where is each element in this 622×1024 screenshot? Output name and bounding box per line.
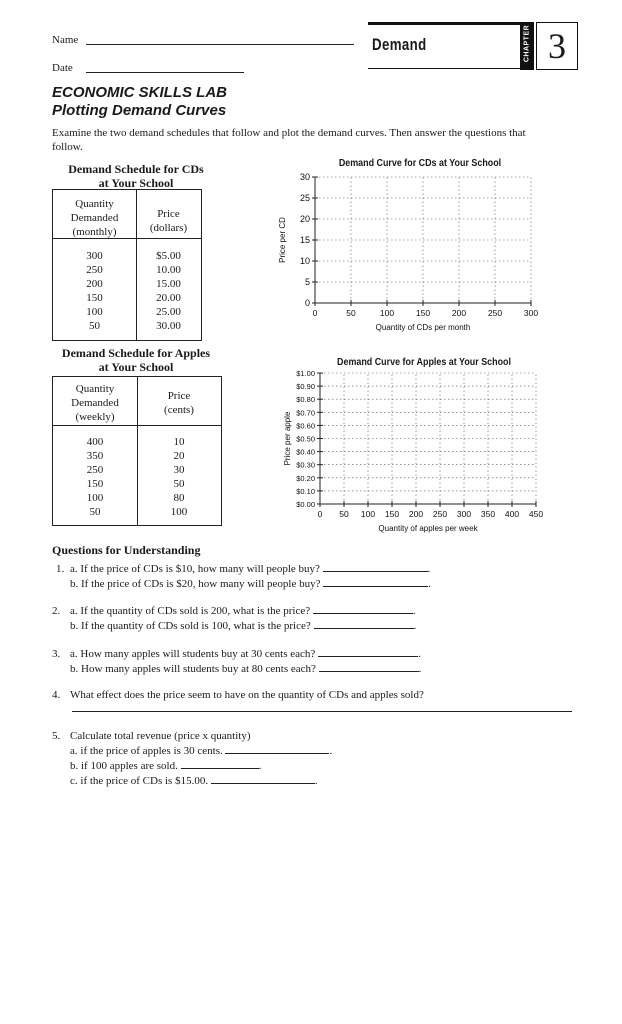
date-label: Date (52, 62, 73, 74)
apple-chart-y-tick-label-8: $0.80 (296, 395, 315, 405)
cd-chart-y-tick-label-6: 30 (299, 172, 310, 182)
question-5: 5. Calculate total revenue (price x quantity) a. if the price of apples is 30 cents. . b. if 100 apples are sold. . c. if the price of CDs is $15.00. . (52, 730, 333, 787)
cd-chart-y-tick-label-5: 25 (299, 193, 310, 203)
cd-schedule-title-line1: Demand Schedule for CDs (68, 162, 204, 176)
cd-qty-4: 100 (86, 306, 103, 318)
cd-col-price-header (136, 207, 201, 235)
apple-chart-x-tick-label-7: 350 (480, 509, 496, 519)
cd-col1-h1: Demanded (70, 212, 119, 224)
question-4 (52, 688, 552, 702)
apple-chart-x-tick-label-2: 100 (360, 509, 376, 519)
apple-price-0: 10 (173, 436, 185, 448)
q1b-answer[interactable] (323, 576, 428, 587)
q3a-answer[interactable] (318, 646, 418, 657)
apple-chart-y-axis-title: Price per apple (283, 411, 292, 466)
apple-chart-y-tick-label-4: $0.40 (296, 447, 315, 457)
questions-heading: Questions for Understanding (52, 543, 201, 557)
cd-col2-h0: Price (157, 208, 180, 220)
q3b-answer[interactable] (319, 661, 419, 672)
question-2: 2. a. If the quantity of CDs sold is 200, what is the price? . b. If the quantity of CDs sold is 100, what is the price? . (52, 605, 417, 632)
apple-chart-y-tick-label-10: $1.00 (296, 369, 315, 378)
apple-qty-3: 150 (86, 478, 104, 490)
apple-schedule-title-line1: Demand Schedule for Apples (61, 346, 211, 360)
cd-quantities (53, 249, 136, 333)
cd-col1-h0: Quantity (75, 198, 114, 210)
cd-chart-x-tick-label-4: 200 (451, 308, 467, 318)
q1b-text: b. If the price of CDs is $20, how many will people buy? (70, 578, 321, 590)
cd-chart-y-tick-label-0: 0 (304, 298, 310, 308)
cd-schedule-title-line2: at Your School (98, 176, 174, 190)
instructions: Examine the two demand schedules that follow and plot the demand curves. Then answer the questions that follow. (52, 127, 526, 153)
chapter-header (368, 22, 578, 70)
cd-qty-1: 250 (86, 264, 103, 276)
cd-price-1: 10.00 (156, 264, 181, 276)
apple-chart-x-tick-label-6: 300 (456, 509, 472, 519)
apple-chart-x-tick-label-5: 250 (432, 509, 448, 519)
apple-qty-4: 100 (86, 492, 104, 504)
apple-qty-0: 400 (86, 436, 104, 448)
apple-chart-y-tick-label-9: $0.90 (296, 382, 315, 392)
question-3: 3. a. How many apples will students buy at 30 cents each? . b. How many apples will students buy at 80 cents each? . (52, 648, 422, 675)
lab-series: ECONOMIC SKILLS LAB (52, 84, 227, 101)
q5a-answer[interactable] (225, 743, 329, 754)
lab-title: Plotting Demand Curves (52, 102, 227, 119)
apple-chart-y-tick-label-2: $0.20 (296, 473, 315, 483)
q5b-text: b. if 100 apples are sold. (70, 760, 178, 772)
cd-qty-3: 150 (86, 292, 103, 304)
chapter-number: 3 (536, 22, 578, 70)
q4-text: What effect does the price seem to have on the quantity of CDs and apples sold? (70, 689, 424, 701)
date-field[interactable] (86, 72, 244, 73)
cd-chart-x-tick-label-3: 150 (415, 308, 431, 318)
chapter-tab (520, 22, 534, 70)
apple-chart-y-tick-label-1: $0.10 (296, 486, 315, 496)
apple-chart-x-tick-label-1: 50 (339, 509, 349, 519)
q2a-text: a. If the quantity of CDs sold is 200, what is the price? (70, 605, 311, 617)
cd-col2-h1: (dollars) (149, 222, 188, 234)
apple-chart-x-axis-title: Quantity of apples per week (378, 524, 478, 533)
chapter-tab-label: CHAPTER (523, 24, 531, 63)
apple-col2-h0: Price (167, 390, 191, 402)
q5-text: Calculate total revenue (price x quantity) (70, 730, 251, 742)
apple-chart-y-tick-label-3: $0.30 (296, 460, 315, 470)
cd-schedule-table (52, 189, 202, 341)
cd-chart-x-tick-label-6: 300 (523, 308, 539, 318)
cd-price-3: 20.00 (156, 292, 181, 304)
apple-price-5: 100 (170, 506, 188, 518)
q1-number: 1. (56, 563, 65, 575)
apple-chart-x-tick-label-4: 200 (408, 509, 424, 519)
apple-schedule-title (52, 346, 220, 374)
cd-qty-2: 200 (86, 278, 103, 290)
q4-number: 4. (52, 689, 61, 701)
apple-col2-h1: (cents) (164, 404, 194, 416)
q3a-text: a. How many apples will students buy at 30 cents each? (70, 648, 316, 660)
cd-chart-x-tick-label-1: 50 (346, 308, 356, 318)
cd-price-2: 15.00 (156, 278, 181, 290)
q4-answer[interactable] (72, 711, 572, 712)
apple-chart-title: Demand Curve for Apples at Your School (337, 356, 511, 368)
q2a-answer[interactable] (313, 603, 413, 614)
apple-schedule-title-line2: at Your School (98, 360, 174, 374)
apple-qty-1: 350 (86, 450, 104, 462)
cd-prices (136, 249, 201, 333)
cd-chart-x-tick-label-0: 0 (312, 308, 318, 318)
apple-chart-y-tick-label-7: $0.70 (296, 408, 315, 418)
apple-chart-x-tick-label-9: 450 (528, 509, 544, 519)
q5b-answer[interactable] (181, 758, 259, 769)
cd-chart-x-tick-label-5: 250 (487, 308, 503, 318)
cd-qty-5: 50 (89, 320, 100, 332)
apple-col-quantity-header (53, 382, 137, 424)
question-1: 1. a. If the price of CDs is $10, how many will people buy? . b. If the price of CDs is $20, how many will people buy? . (56, 563, 432, 590)
apple-col-price-header (137, 389, 221, 417)
cd-chart-y-tick-label-4: 20 (299, 214, 310, 224)
chapter-rule-bottom (368, 68, 520, 69)
apple-price-2: 30 (173, 464, 185, 476)
q1a-answer[interactable] (323, 561, 428, 572)
q5-number: 5. (52, 730, 61, 742)
cd-price-5: 30.00 (156, 320, 181, 332)
cd-chart-x-axis-title: Quantity of CDs per month (375, 323, 471, 332)
q3b-text: b. How many apples will students buy at 80 cents each? (70, 663, 316, 675)
apple-price-3: 50 (173, 478, 185, 490)
cd-chart-title: Demand Curve for CDs at Your School (338, 157, 502, 169)
apple-col1-h1: Demanded (71, 397, 119, 409)
cd-demand-chart[interactable] (270, 168, 560, 340)
apple-demand-chart[interactable] (270, 366, 560, 538)
apple-price-4: 80 (173, 492, 185, 504)
apple-price-1: 20 (173, 450, 185, 462)
cd-chart-y-tick-label-1: 5 (304, 277, 310, 287)
apple-chart-x-tick-label-8: 400 (504, 509, 520, 519)
q3-number: 3. (52, 648, 61, 660)
q5a-text: a. if the price of apples is 30 cents. (70, 745, 223, 757)
apple-prices (137, 435, 221, 519)
cd-price-0: $5.00 (156, 250, 181, 262)
cd-schedule-title (52, 162, 220, 190)
q5c-answer[interactable] (211, 773, 315, 784)
apple-col1-h0: Quantity (75, 383, 115, 395)
chapter-rule-top (368, 22, 520, 25)
apple-quantities (53, 435, 137, 519)
chapter-topic: Demand (372, 35, 427, 54)
cd-chart-y-axis-title: Price per CD (278, 217, 287, 263)
apple-qty-2: 250 (86, 464, 104, 476)
q2b-answer[interactable] (314, 618, 414, 629)
q5c-text: c. if the price of CDs is $15.00. (70, 775, 209, 787)
name-label: Name (52, 34, 79, 46)
q1a-text: a. If the price of CDs is $10, how many will people buy? (70, 563, 320, 575)
cd-col-quantity-header (53, 197, 136, 239)
q2b-text: b. If the quantity of CDs sold is 100, what is the price? (70, 620, 311, 632)
apple-qty-5: 50 (89, 506, 101, 518)
name-field[interactable] (86, 44, 354, 45)
apple-schedule-table (52, 376, 222, 526)
apple-table-header-divider (53, 425, 221, 426)
cd-chart-y-tick-label-3: 15 (299, 235, 310, 245)
cd-price-4: 25.00 (156, 306, 181, 318)
cd-chart-x-tick-label-2: 100 (379, 308, 395, 318)
cd-col1-h2: (monthly) (72, 226, 117, 238)
q2-number: 2. (52, 605, 61, 617)
apple-chart-y-tick-label-0: $0.00 (296, 500, 315, 509)
apple-chart-x-tick-label-0: 0 (317, 509, 323, 519)
apple-chart-y-tick-label-5: $0.50 (296, 434, 315, 444)
apple-col1-h2: (weekly) (75, 411, 115, 423)
cd-qty-0: 300 (86, 250, 103, 262)
apple-chart-y-tick-label-6: $0.60 (296, 421, 315, 431)
cd-chart-y-tick-label-2: 10 (299, 256, 310, 266)
apple-chart-x-tick-label-3: 150 (384, 509, 400, 519)
